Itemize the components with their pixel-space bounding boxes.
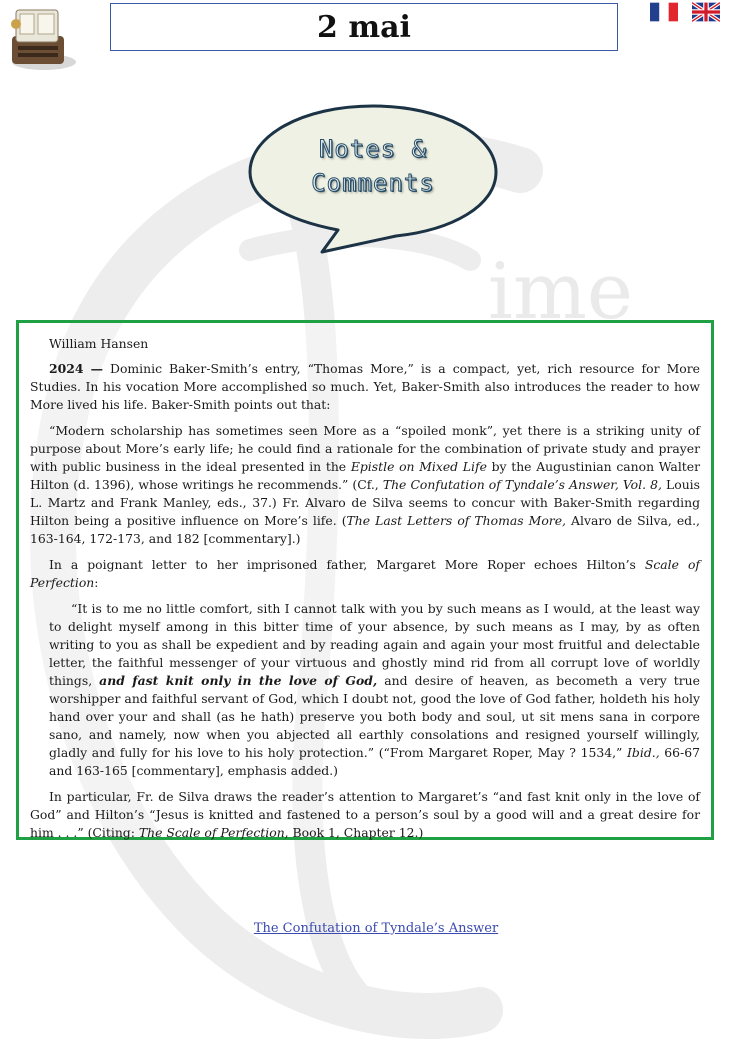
- paragraph-letter-quote: [30, 600, 700, 780]
- italic-title: Scale of Perfection: [30, 557, 700, 590]
- watermark-text: ime: [488, 247, 634, 337]
- text-segment: :: [94, 575, 99, 590]
- text-segment: , Book 1, Chapter 12.): [284, 825, 424, 840]
- french-flag-icon[interactable]: [650, 2, 678, 22]
- text-segment: by the Augustinian canon Walter Hilton (d. 1396), whose writings he recommends.” (Cf.,: [30, 459, 701, 492]
- text-segment: “It is to me no little comfort, sith I cannot talk with you by such means as I would, at the least way to delight myself among in this bitter time of your absence, by such means as I may, by as often writing to you as shall be expedient and by reading again and again your most fruitful and delectable letter, the faithful messenger of your virtuous and ghostly mind rid from all corrupt love of worldly things,: [49, 601, 700, 688]
- date-title-text: 2 mai: [317, 9, 411, 45]
- author-line: [30, 335, 700, 353]
- paragraph-de-silva: [30, 788, 700, 842]
- paragraph-margaret-roper: [30, 556, 700, 592]
- italic-title: The Scale of Perfection: [138, 825, 285, 840]
- author-name: William Hansen: [49, 336, 149, 351]
- italic-title: Epistle on Mixed Life: [350, 459, 487, 474]
- confutation-link[interactable]: The Confutation of Tyndale’s Answer: [253, 921, 499, 936]
- text-segment: Alvaro de Silva, ed., 163-164, 172-173, and 182 [commentary].): [30, 513, 700, 546]
- text-segment: Louis L. Martz and Frank Manley, eds., 37.) Fr. Alvaro de Silva seems to concur with Baker-Smith regarding Hilton being a positive influence on More’s life. (: [30, 477, 700, 528]
- italic-title: Ibid.,: [627, 745, 660, 760]
- paragraph-intro: [30, 360, 700, 414]
- text-segment: “Modern scholarship has sometimes seen More as a “spoiled monk”, yet there is a striking unity of purpose about More’s early life; he could find a rationale for the combination of private study and prayer with public business in the ideal presented in the: [30, 423, 700, 474]
- paragraph-baker-smith-quote: [30, 422, 700, 548]
- text-segment: 66-67 and 163-165 [commentary], emphasis added.): [49, 745, 700, 778]
- intro-text: Dominic Baker-Smith’s entry, “Thomas More,” is a compact, yet, rich resource for More Studies. In his vocation More accomplished so much. Yet, Baker-Smith also introduces the reader to how More lived his life. Baker-Smith points out that:: [30, 361, 700, 412]
- entry-year: 2024: [49, 361, 84, 376]
- heading-line-1: Notes &: [318, 135, 428, 163]
- typewriter-icon: [4, 2, 76, 72]
- text-segment: In a poignant letter to her imprisoned father, Margaret More Roper echoes Hilton’s: [49, 557, 645, 572]
- text-segment: In particular, Fr. de Silva draws the reader’s attention to Margaret’s “and fast knit only in the love of God” and Hilton’s “Jesus is knitted and fastened to a person’s soul by a good will and a great desire for him . . .” (Citing:: [30, 789, 700, 840]
- text-segment: and desire of heaven, as becometh a very true worshipper and faithful servant of God, which I doubt not, good the love of God father, holdeth his holy hand over your and shall (as he hath) preserve you both body and soul, ut sit mens sana in corpore sano, and namely, now when you abjected all earthly consolations and resigned yourself willingly, gladly and fully for his love to his holy protection.” (“From Margaret Roper, May ? 1534,”: [49, 673, 700, 760]
- emphasized-phrase: and fast knit only in the love of God,: [99, 673, 378, 688]
- italic-title: The Confutation of Tyndale’s Answer, Vol. 8,: [382, 477, 662, 492]
- italic-title: The Last Letters of Thomas More,: [346, 513, 566, 528]
- entry-dash: —: [90, 361, 103, 376]
- notes-comments-heading: [250, 132, 496, 200]
- heading-line-2: Comments: [311, 169, 435, 197]
- uk-flag-icon[interactable]: [692, 2, 720, 22]
- notes-content-box: [16, 320, 714, 840]
- date-title: [110, 3, 618, 51]
